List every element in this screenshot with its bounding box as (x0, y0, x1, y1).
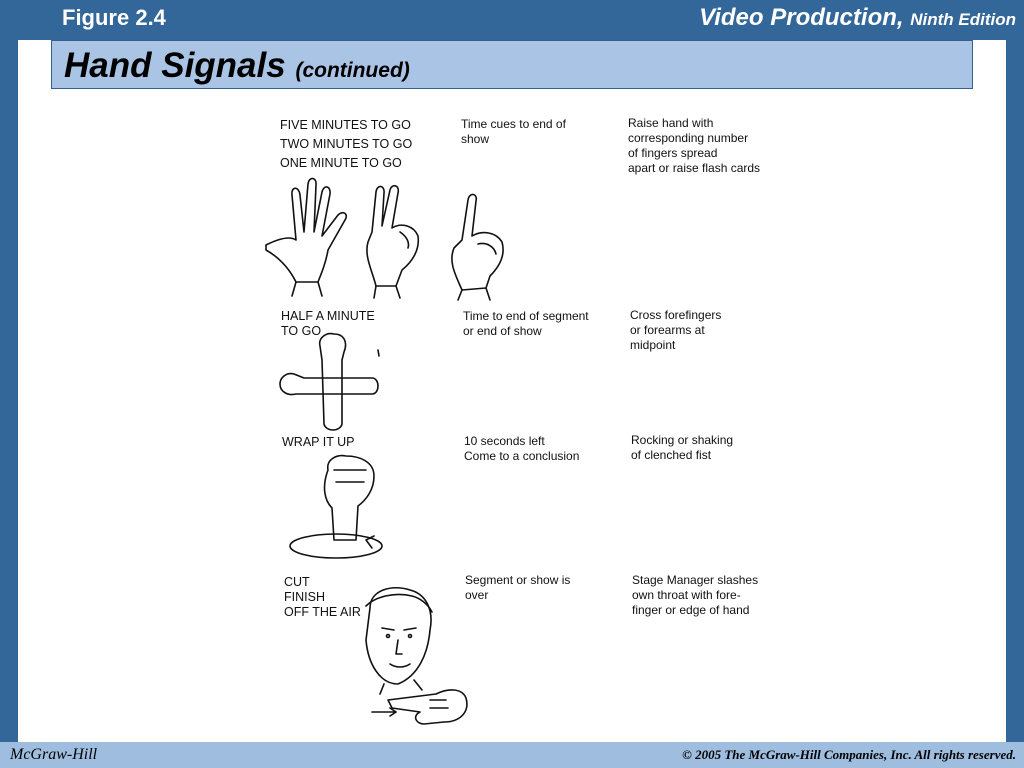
title-main: Hand Signals (64, 46, 286, 85)
signal-gesture-wrap-up: Rocking or shaking of clenched fist (631, 433, 734, 462)
one-finger-hand-icon (452, 194, 503, 300)
signal-label-wrap-up: WRAP IT UP (282, 435, 355, 449)
book-edition: Ninth Edition (910, 10, 1016, 29)
copyright-notice: © 2005 The McGraw-Hill Companies, Inc. All rights reserved. (682, 747, 1016, 762)
signal-meaning-cut: Segment or show is over (465, 573, 571, 602)
signal-gesture-time-cues: Raise hand with corresponding number of fingers spread apart or raise flash cards (628, 116, 761, 175)
signal-meaning-half-minute: Time to end of segment or end of show (463, 309, 589, 338)
signal-gesture-cut: Stage Manager slashes own throat with fore- finger or edge of hand (632, 573, 759, 617)
signal-meaning-wrap-up: 10 seconds left Come to a conclusion (464, 434, 580, 463)
footer-bar (0, 742, 1024, 768)
clenched-fist-icon (290, 456, 382, 558)
title-sub: (continued) (295, 59, 410, 82)
two-fingers-hand-icon (367, 186, 418, 298)
slashing-hand-icon (372, 690, 467, 724)
publisher-name: McGraw-Hill (10, 746, 98, 763)
signal-label-cut: CUT FINISH OFF THE AIR (284, 575, 361, 619)
signal-gesture-half-minute: Cross forefingers or forearms at midpoint (630, 308, 722, 352)
figure-number: Figure 2.4 (62, 5, 166, 30)
five-fingers-hand-icon (266, 178, 346, 296)
crossed-forearms-icon (280, 334, 379, 430)
stage-manager-face-icon (366, 588, 432, 694)
book-name: Video Production, (699, 4, 904, 31)
signal-label-time-cues: FIVE MINUTES TO GO TWO MINUTES TO GO ONE MINUTE TO GO (280, 118, 413, 170)
signal-meaning-time-cues: Time cues to end of show (461, 117, 566, 146)
signal-label-half-minute: HALF A MINUTE TO GO (281, 309, 375, 338)
